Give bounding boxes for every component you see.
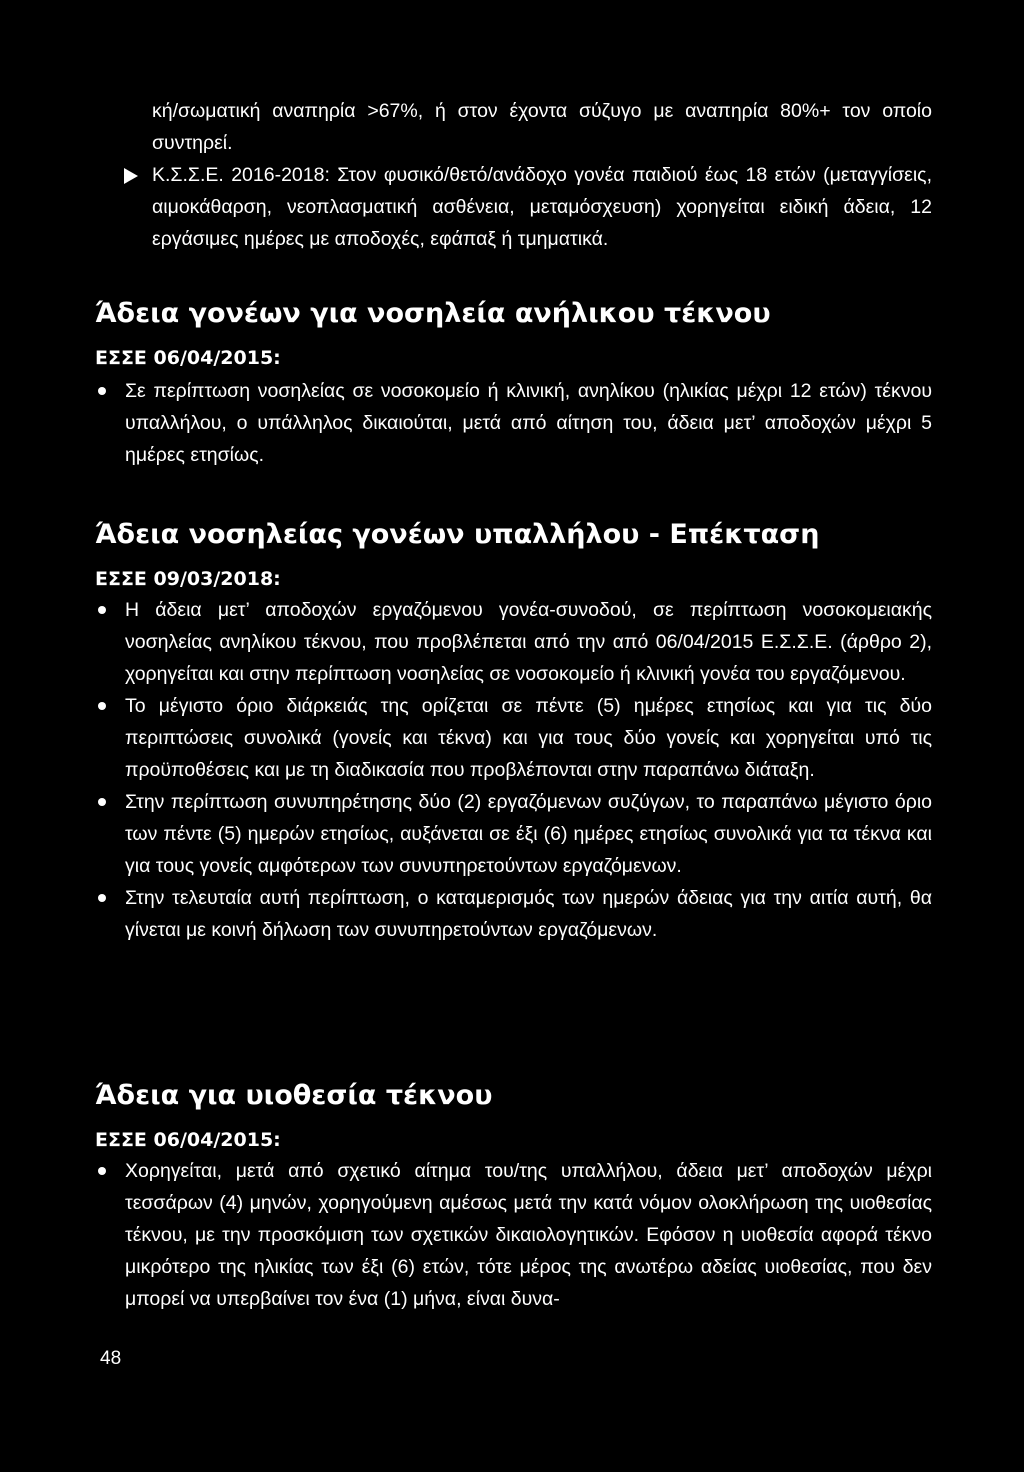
bullet-text: Στην περίπτωση συνυπηρέτησης δύο (2) εργαζόμενων συζύγων, το παραπάνω μέγιστο όριο των πέντε (5) ημερών ετησίως, αυξάνεται σε έξι (6) ημέρες ετησίως συνολικά για τα τέκνα και για τους γονείς αμφότερων των συνυπηρετούντων εργαζόμενων. [125, 791, 932, 877]
bullet-item [95, 882, 932, 946]
bullet-item [95, 594, 932, 690]
bullet-dot-icon [98, 387, 106, 395]
bullet-dot-icon [98, 702, 106, 710]
bullet-text: Το μέγιστο όριο διάρκειάς της ορίζεται σε πέντε (5) ημέρες ετησίως και για τις δύο περιπτώσεις συνολικά (γονείς και τέκνα) και για τους δύο γονείς και χορηγείται υπό τις προϋποθέσεις και με τη διαδικασία που προβλέπονται στην παραπάνω διάταξη. [125, 695, 932, 781]
bullet-text: Στην τελευταία αυτή περίπτωση, ο καταμερισμός των ημερών άδειας για την αιτία αυτή, θα γίνεται με κοινή δήλωση των συνυπηρετούντων εργαζόμενων. [125, 887, 932, 941]
arrow-bullet-icon [124, 168, 138, 184]
bullet-dot-icon [98, 798, 106, 806]
bullet-item [95, 1155, 932, 1315]
section-title: Άδεια για υιοθεσία τέκνου [95, 1080, 493, 1111]
page-number: 48 [100, 1348, 122, 1369]
bullet-text: Η άδεια μετ’ αποδοχών εργαζόμενου γονέα-συνοδού, σε περίπτωση νοσοκομειακής νοσηλείας ανηλίκου τέκνου, που προβλέπεται από την από 06/04/2015 Ε.Σ.Σ.Ε. (άρθρο 2), χορηγείται και στην περίπτωση νοσηλείας σε νοσοκομείο ή κλινική γονέα του εργαζόμενου. [125, 599, 932, 685]
bullet-item [95, 690, 932, 786]
section-bullet-list [95, 375, 932, 471]
section-bullet-list [95, 1155, 932, 1315]
arrow-item-text: Κ.Σ.Σ.Ε. 2016-2018: Στον φυσικό/θετό/ανάδοχο γονέα παιδιού έως 18 ετών (μεταγγίσεις, αιμοκάθαρση, νεοπλασματική ασθένεια, μεταμόσχευση) χορηγείται ειδική άδεια, 12 εργάσιμες ημέρες με αποδοχές, εφάπαξ ή τμηματικά. [152, 164, 932, 250]
intro-continuation: κή/σωματική αναπηρία >67%, ή στον έχοντα σύζυγο με αναπηρία 80%+ τον οποίο συντηρεί. [152, 100, 932, 154]
section-bullet-list [95, 594, 932, 946]
bullet-text: Χορηγείται, μετά από σχετικό αίτημα του/της υπαλλήλου, άδεια μετ’ αποδοχών μέχρι τεσσάρων (4) μηνών, χορηγούμενη αμέσως μετά την κατά νόμον ολοκλήρωση της υιοθεσίας τέκνου, με την προσκόμιση των σχετικών δικαιολογητικών. Εφόσον η υιοθεσία αφορά τέκνο μικρότερο της ηλικίας των έξι (6) ετών, τότε μέρος της ανωτέρω αδείας υιοθεσίας, που δεν μπορεί να υπερβαίνει τον ένα (1) μήνα, είναι δυνα- [125, 1160, 932, 1310]
bullet-dot-icon [98, 606, 106, 614]
bullet-item [95, 375, 932, 471]
intro-arrow-item [124, 159, 932, 255]
section-title: Άδεια νοσηλείας γονέων υπαλλήλου - Επέκταση [95, 519, 820, 550]
section-title: Άδεια γονέων για νοσηλεία ανήλικου τέκνου [95, 298, 771, 329]
bullet-dot-icon [98, 1167, 106, 1175]
section-source: ΕΣΣΕ 06/04/2015: [95, 1129, 281, 1151]
bullet-item [95, 786, 932, 882]
bullet-text: Σε περίπτωση νοσηλείας σε νοσοκομείο ή κλινική, ανηλίκου (ηλικίας μέχρι 12 ετών) τέκνου υπαλλήλου, ο υπάλληλος δικαιούται, μετά από αίτηση του, άδεια μετ’ αποδοχών μέχρι 5 ημέρες ετησίως. [125, 380, 932, 466]
section-source: ΕΣΣΕ 09/03/2018: [95, 568, 281, 590]
bullet-dot-icon [98, 894, 106, 902]
section-source: ΕΣΣΕ 06/04/2015: [95, 347, 281, 369]
